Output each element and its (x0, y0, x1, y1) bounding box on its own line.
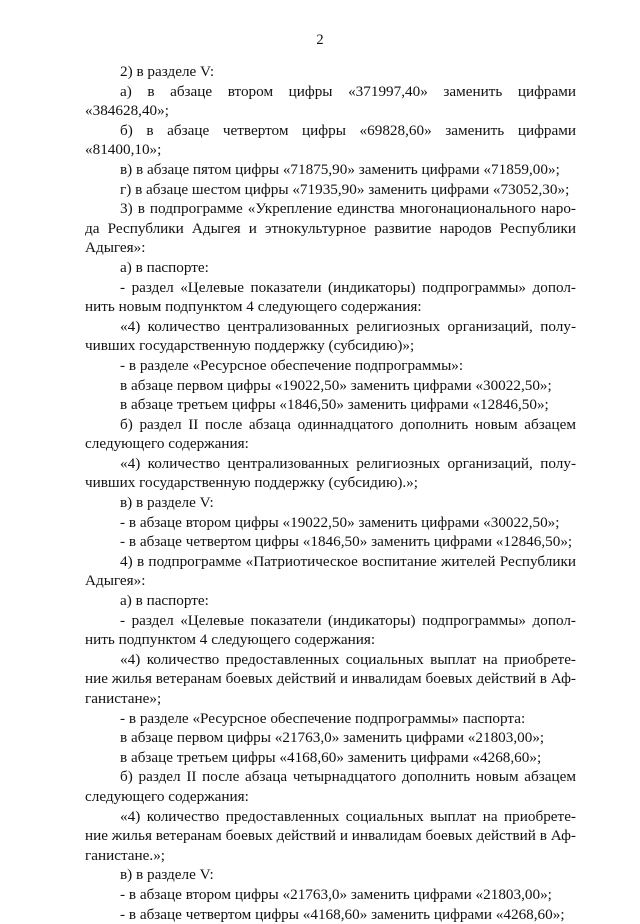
text-line: 2) в разделе V: (120, 63, 215, 80)
text-line: «4) количество централизованных религиозных организаций, полу- (120, 454, 576, 472)
text-line: в абзаце третьем цифры «1846,50» заменить цифрами «12846,50»; (120, 396, 549, 414)
text-line: б) в абзаце четвертом цифры «69828,60» заменить цифрами (120, 121, 576, 139)
text-line: б) раздел II после абзаца четырнадцатого дополнить новым абзацем (120, 768, 576, 786)
text-line: - в абзаце втором цифры «19022,50» заменить цифрами «30022,50»; (120, 513, 560, 531)
text-line: - раздел «Целевые показатели (индикаторы) подпрограммы» допол- (120, 611, 576, 629)
text-line: следующего содержания: (85, 787, 249, 805)
text-line: б) раздел II после абзаца одиннадцатого дополнить новым абзацем (120, 415, 576, 433)
text-line: - в абзаце втором цифры «21763,0» заменить цифрами «21803,00»; (120, 885, 552, 903)
text-line: 3) в подпрограмме «Укрепление единства многонационального наро- (120, 200, 576, 218)
text-line: в абзаце первом цифры «21763,0» заменить цифрами «21803,00»; (120, 729, 545, 747)
text-line: нить подпунктом 4 следующего содержания: (85, 631, 376, 649)
text-line: в) в разделе V: (120, 494, 214, 512)
text-line: в абзаце первом цифры «19022,50» заменить цифрами «30022,50»; (120, 376, 552, 394)
text-line: ние жилья ветеранам боевых действий и инвалидам боевых действий в Аф- (85, 827, 576, 845)
text-line: да Республики Адыгея и этнокультурное развитие народов Республики (85, 219, 576, 237)
text-line: в абзаце третьем цифры «4168,60» заменить цифрами «4268,60»; (120, 748, 542, 766)
text-line: чивших государственную поддержку (субсидию)»; (85, 337, 415, 355)
text-line: нить новым подпунктом 4 следующего содержания: (85, 298, 422, 316)
text-line: - в абзаце четвертом цифры «4168,60» заменить цифрами «4268,60»; (120, 905, 565, 923)
text-line: «4) количество предоставленных социальных выплат на приобрете- (120, 807, 576, 825)
text-line: «4) количество предоставленных социальных выплат на приобрете- (120, 650, 576, 668)
text-line: «81400,10»; (85, 141, 162, 159)
text-line: Адыгея»: (85, 572, 146, 590)
text-line: 4) в подпрограмме «Патриотическое воспитание жителей Республики (120, 552, 576, 570)
text-line: в) в разделе V: (120, 866, 214, 884)
text-line: - в разделе «Ресурсное обеспечение подпрограммы» паспорта: (120, 709, 526, 727)
page-number: 2 (316, 32, 324, 48)
text-line: ганистане.»; (85, 846, 166, 864)
text-line: - раздел «Целевые показатели (индикаторы) подпрограммы» допол- (120, 278, 576, 296)
text-line: - в абзаце четвертом цифры «1846,50» заменить цифрами «12846,50»; (120, 533, 573, 551)
text-line: г) в абзаце шестом цифры «71935,90» заменить цифрами «73052,30»; (120, 180, 570, 198)
document-body (85, 62, 576, 924)
text-line: Адыгея»: (85, 239, 146, 257)
text-line: следующего содержания: (85, 435, 249, 453)
text-line: а) в абзаце втором цифры «371997,40» заменить цифрами (120, 82, 576, 100)
text-line: «4) количество централизованных религиозных организаций, полу- (120, 317, 576, 335)
text-line: чивших государственную поддержку (субсидию).»; (85, 474, 418, 492)
text-line: ние жилья ветеранам боевых действий и инвалидам боевых действий в Аф- (85, 670, 576, 688)
text-line: в) в абзаце пятом цифры «71875,90» заменить цифрами «71859,00»; (120, 160, 560, 178)
text-line: «384628,40»; (85, 102, 169, 120)
text-line: - в разделе «Ресурсное обеспечение подпрограммы»: (120, 356, 464, 374)
text-line: а) в паспорте: (120, 258, 209, 276)
text-line: а) в паспорте: (120, 592, 209, 610)
text-line: ганистане»; (85, 690, 162, 707)
